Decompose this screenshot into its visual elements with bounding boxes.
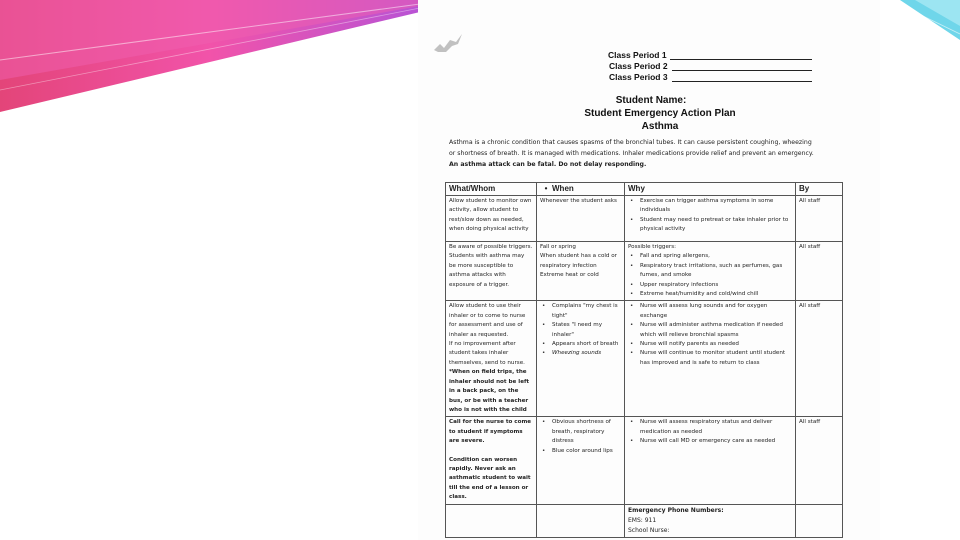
intro-warning: An asthma attack can be fatal. Do not delay responding. [449, 161, 647, 168]
col-header-why: Why [625, 183, 796, 196]
when-text: Extreme heat or cold [540, 272, 599, 279]
list-item: • Fall and spring allergens, [640, 252, 792, 261]
what-text: If no improvement after student takes inhaler themselves, send to nurse. [449, 341, 525, 366]
cell-when [537, 301, 625, 417]
cell-by: All staff [796, 242, 843, 301]
plan-title: Student Emergency Action Plan [584, 108, 736, 119]
list-item: • Complains "my chest is tight" [552, 302, 621, 321]
list-item: • Nurse will assess respiratory status and deliver medication as needed [640, 418, 792, 437]
class-period-3 [608, 72, 668, 83]
blank-line [672, 70, 812, 71]
list-item: • Wheezing sounds [552, 349, 621, 358]
cell-why [625, 301, 796, 417]
class-periods [608, 50, 668, 83]
list-item: • Upper respiratory infections [640, 281, 792, 290]
cell-what: Be aware of possible triggers. Students with asthma may be more susceptible to asthma attacks with exposure of a trigger. [446, 242, 537, 301]
col-header-what: What/Whom [446, 183, 537, 196]
cell-why [625, 196, 796, 242]
list-item: • Obvious shortness of breath, respiratory distress [552, 418, 621, 446]
list-item: • Nurse will assess lung sounds and for oxygen exchange [640, 302, 792, 321]
intro-text: Asthma is a chronic condition that causes spasms of the bronchial tubes. It can cause persistent coughing, wheezing or shortness of breath. It is managed with medications. Inhaler medications provide relief and prevent an emergency. [449, 139, 814, 157]
blank-line [672, 81, 812, 82]
table-row [446, 417, 843, 505]
table-header-row [446, 183, 843, 196]
decorative-ribbon-left [0, 0, 420, 120]
cell-empty [446, 505, 537, 538]
cell-by: All staff [796, 301, 843, 417]
list-item: • Student may need to pretreat or take inhaler prior to physical activity [640, 216, 792, 235]
cell-by: All staff [796, 196, 843, 242]
table-row [446, 196, 843, 242]
cell-when [537, 417, 625, 505]
what-warning: *When on field trips, the inhaler should not be left in a back pack, on the bus, or be with a teacher who is not with the child [449, 369, 530, 413]
class-period-label: Class Period 2 [609, 61, 668, 71]
list-item: • Extreme heat/humidity and cold/wind chill [640, 290, 792, 299]
list-item: • Appears short of breath [552, 340, 621, 349]
phone-title: Emergency Phone Numbers: [628, 507, 724, 515]
condition-title: Asthma [641, 121, 679, 132]
cell-why [625, 242, 796, 301]
when-text: When student has a cold or respiratory infection [540, 253, 617, 269]
action-plan-table [445, 182, 843, 538]
col-header-when-label: When [552, 184, 574, 193]
cell-empty [796, 505, 843, 538]
scan-smudge [428, 30, 468, 60]
list-item: • Nurse will call MD or emergency care as needed [640, 437, 792, 446]
bullet-icon: • [544, 184, 548, 193]
class-period-label: Class Period 3 [609, 72, 668, 82]
list-item: • Nurse will notify parents as needed [640, 340, 792, 349]
intro-paragraph [449, 137, 817, 170]
table-row [446, 301, 843, 417]
cell-empty [537, 505, 625, 538]
cell-by: All staff [796, 417, 843, 505]
cell-when [537, 196, 625, 242]
what-warning: Condition can worsen rapidly. Never ask an asthmatic student to wait till the end of a lesson or class. [449, 456, 531, 501]
cell-what [446, 417, 537, 505]
cell-why [625, 417, 796, 505]
class-period-1 [608, 50, 668, 61]
why-intro: Possible triggers: [628, 244, 676, 250]
when-text: Fall or spring [540, 244, 576, 250]
blank-line [670, 59, 812, 60]
table-row [446, 242, 843, 301]
class-period-label: Class Period 1 [608, 50, 667, 60]
cell-when [537, 242, 625, 301]
col-header-when [537, 183, 625, 196]
list-item: • Nurse will continue to monitor student until student has improved and is safe to return to class [640, 349, 792, 368]
student-name-label: Student Name: [615, 95, 687, 106]
list-item: • Blue color around lips [552, 447, 621, 456]
cell-what [446, 301, 537, 417]
emergency-phone-cell [625, 505, 796, 538]
document-title [560, 94, 760, 133]
phone-ems: EMS: 911 [628, 517, 657, 525]
what-warning: Call for the nurse to come to student if symptoms are severe. [449, 419, 532, 445]
list-item: • Nurse will administer asthma medication if needed which will relieve bronchial spasms [640, 321, 792, 340]
cell-what: Allow student to monitor own activity, allow student to rest/slow down as needed, when doing physical activity [446, 196, 537, 242]
when-text: Whenever the student asks [540, 198, 617, 204]
table-row [446, 505, 843, 538]
list-item: • Respiratory tract irritations, such as perfumes, gas fumes, and smoke [640, 262, 792, 281]
list-item: • Exercise can trigger asthma symptoms in some individuals [640, 197, 792, 216]
phone-school-nurse: School Nurse: [628, 527, 670, 535]
col-header-by: By [796, 183, 843, 196]
what-text: Allow student to use their inhaler or to come to nurse for assessment and use of inhaler as requested. [449, 303, 526, 338]
class-period-2 [608, 61, 668, 72]
list-item: • States "I need my inhaler" [552, 321, 621, 340]
